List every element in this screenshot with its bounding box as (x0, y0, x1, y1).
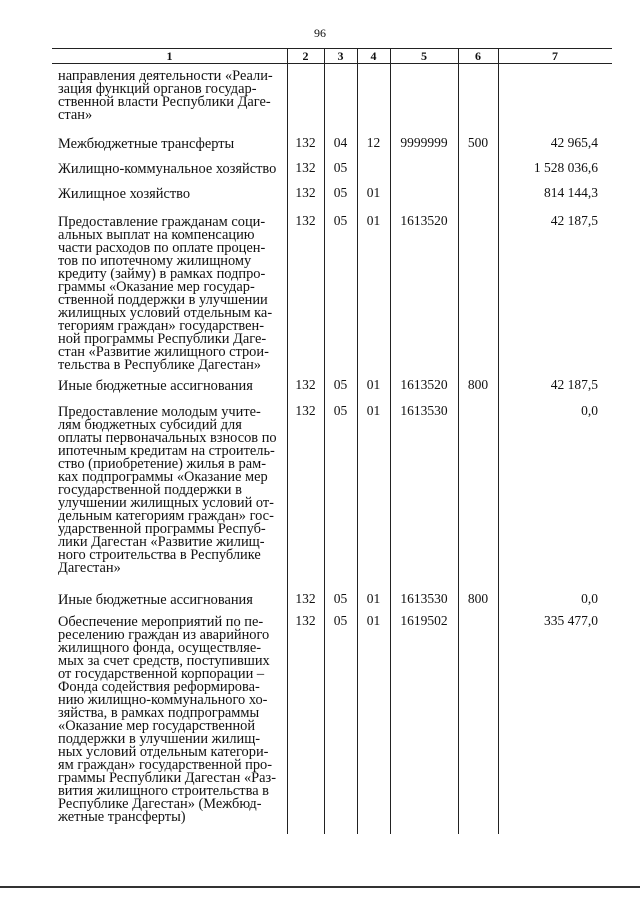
text-line: ипотечным кредитам на строитель- (58, 443, 275, 459)
text-line: Жилищное хозяйство (58, 186, 191, 202)
text-line: граммы Республики Дагестан «Раз- (58, 770, 277, 786)
cell-col-3: 05 (333, 591, 348, 606)
cell-col-5: 9999999 (400, 135, 448, 150)
row-description (58, 616, 286, 824)
cell-col-3: 05 (333, 160, 348, 175)
text-line: Иные бюджетные ассигнования (58, 378, 253, 394)
scan-edge-line (0, 886, 640, 888)
header-col-2: 2 (302, 49, 309, 63)
continuation-text (58, 70, 286, 122)
text-line: части расходов по оплате процен- (58, 240, 266, 256)
text-line: ных условий отдельным категори- (58, 744, 269, 760)
cell-col-6: 500 (467, 135, 489, 150)
text-line: оплаты первоначальных взносов по (58, 430, 277, 446)
text-line: альных выплат на компенсацию (58, 227, 255, 243)
text-line: ственной поддержки в улучшении (58, 292, 268, 308)
cell-col-2: 132 (295, 377, 316, 392)
header-col-4: 4 (370, 49, 377, 63)
row-description (58, 380, 286, 393)
text-line: Республике Дагестан» (Межбюд- (58, 796, 262, 812)
cell-amount: 814 144,3 (544, 185, 598, 200)
text-line: лям бюджетных субсидий для (58, 417, 242, 433)
row-description (58, 594, 286, 607)
header-col-1: 1 (166, 49, 173, 63)
text-line: кредиту (займу) в рамках подпро- (58, 266, 266, 282)
text-line: Межбюджетные трансферты (58, 136, 235, 152)
text-line: Фонда содействия реформирова- (58, 679, 260, 695)
text-line: тов по ипотечному жилищному (58, 253, 252, 269)
cell-col-3: 05 (333, 613, 348, 628)
header-col-7: 7 (552, 49, 558, 63)
text-line: Предоставление молодым учите- (58, 404, 261, 420)
row-description (58, 406, 286, 575)
text-line: зация функций органов государ- (58, 81, 257, 97)
cell-col-2: 132 (295, 403, 316, 418)
cell-col-5: 1613530 (400, 591, 448, 606)
text-line: стан» (58, 107, 93, 123)
cell-amount: 0,0 (581, 591, 598, 606)
header-col-6: 6 (475, 49, 481, 63)
cell-col-6: 800 (467, 377, 489, 392)
cell-col-4: 01 (366, 613, 381, 628)
cell-col-2: 132 (295, 160, 316, 175)
column-divider (458, 49, 459, 834)
cell-col-4: 12 (366, 135, 381, 150)
cell-amount: 42 187,5 (550, 213, 598, 228)
cell-col-5: 1613520 (400, 213, 448, 228)
text-line: вития жилищного строительства в (58, 783, 269, 799)
text-line: «Оказание мер государственной (58, 718, 256, 734)
text-line: реселению граждан из аварийного (58, 627, 270, 643)
text-line: государственной поддержки в (58, 482, 242, 498)
text-line: Жилищно-коммунальное хозяйство (58, 161, 277, 177)
text-line: тельства в Республике Дагестан» (58, 357, 261, 373)
row-description (58, 216, 286, 372)
text-line: зяйства, в рамках подпрограммы (58, 705, 260, 721)
row-description (58, 163, 286, 176)
budget-table (52, 48, 612, 834)
cell-col-2: 132 (295, 213, 316, 228)
text-line: жилищных условий отдельным ка- (58, 305, 273, 321)
text-line: от государственной корпорации – (58, 666, 265, 682)
text-line: стан «Развитие жилищного строи- (58, 344, 269, 360)
text-line: Обеспечение мероприятий по пе- (58, 614, 264, 630)
text-line: жетные трансферты) (58, 809, 186, 825)
cell-col-2: 132 (295, 591, 316, 606)
text-line: жилищного фонда, осуществляе- (58, 640, 262, 656)
cell-col-5: 1613530 (400, 403, 448, 418)
text-line: тегориям граждан» государствен- (58, 318, 265, 334)
text-line: граммы «Оказание мер государ- (58, 279, 255, 295)
text-line: мых за счет средств, поступивших (58, 653, 270, 669)
cell-col-3: 05 (333, 213, 348, 228)
cell-amount: 0,0 (581, 403, 598, 418)
cell-col-3: 04 (333, 135, 348, 150)
cell-col-2: 132 (295, 613, 316, 628)
text-line: Иные бюджетные ассигнования (58, 592, 253, 608)
text-line: Предоставление гражданам соци- (58, 214, 266, 230)
row-description (58, 188, 286, 201)
cell-amount: 1 528 036,6 (533, 160, 598, 175)
cell-col-3: 05 (333, 185, 348, 200)
cell-col-2: 132 (295, 135, 316, 150)
text-line: ках подпрограммы «Оказание мер (58, 469, 268, 485)
text-line: лики Дагестан «Развитие жилищ- (58, 534, 265, 550)
cell-col-2: 132 (295, 185, 316, 200)
page-number: 96 (314, 26, 326, 40)
text-line: поддержки в улучшении жилищ- (58, 731, 261, 747)
cell-col-6: 800 (467, 591, 489, 606)
cell-col-5: 1613520 (400, 377, 448, 392)
text-line: Дагестан» (58, 560, 121, 576)
cell-col-4: 01 (366, 377, 381, 392)
cell-col-4: 01 (366, 591, 381, 606)
table-header (52, 49, 612, 64)
text-line: направления деятельности «Реали- (58, 68, 273, 84)
text-line: улучшении жилищных условий от- (58, 495, 274, 511)
cell-amount: 335 477,0 (544, 613, 598, 628)
text-line: дельным категориям граждан» гос- (58, 508, 274, 524)
cell-col-5: 1619502 (400, 613, 448, 628)
cell-amount: 42 965,4 (550, 135, 598, 150)
header-col-3: 3 (337, 49, 344, 63)
text-line: ям граждан» государственной про- (58, 757, 272, 773)
cell-col-3: 05 (333, 403, 348, 418)
text-line: ство (приобретение) жилья в рам- (58, 456, 266, 472)
row-description (58, 138, 286, 151)
cell-col-4: 01 (366, 403, 381, 418)
header-col-5: 5 (421, 49, 427, 63)
text-line: ударственной программы Респуб- (58, 521, 266, 537)
cell-col-4: 01 (366, 213, 381, 228)
text-line: ственной власти Республики Даге- (58, 94, 271, 110)
text-line: ного строительства в Республике (58, 547, 261, 563)
column-divider (357, 49, 358, 834)
cell-col-4: 01 (366, 185, 381, 200)
text-line: нию жилищно-коммунального хо- (58, 692, 268, 708)
text-line: ной программы Республики Даге- (58, 331, 267, 347)
column-divider (390, 49, 391, 834)
cell-amount: 42 187,5 (550, 377, 598, 392)
cell-col-3: 05 (333, 377, 348, 392)
